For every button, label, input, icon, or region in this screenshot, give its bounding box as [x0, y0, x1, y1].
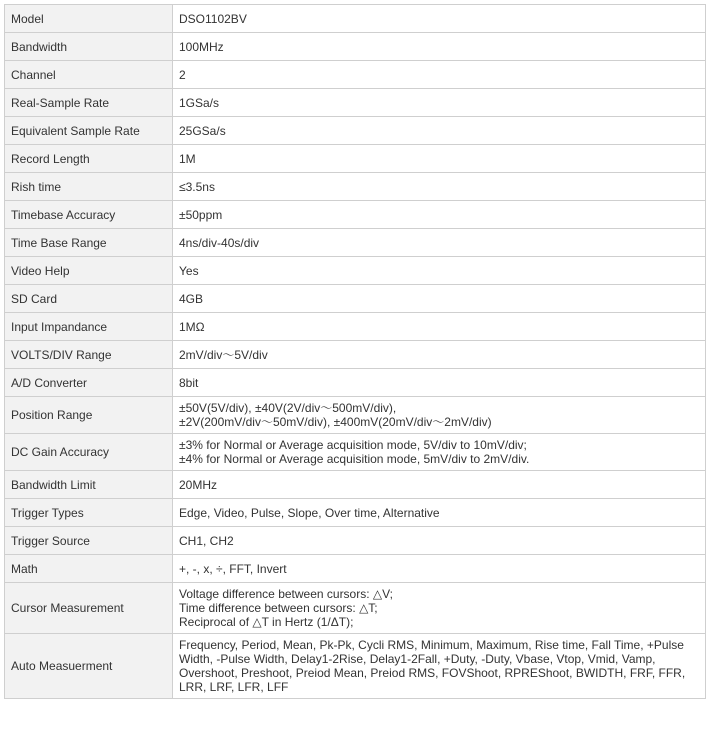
spec-label: VOLTS/DIV Range [5, 341, 173, 369]
spec-value-line: Overshoot, Preshoot, Preiod Mean, Preiod RMS, FOVShoot, RPREShoot, BWIDTH, FRF, FFR, [179, 666, 686, 680]
spec-row [5, 229, 706, 257]
spec-row [5, 61, 706, 89]
spec-value [173, 341, 706, 369]
spec-row [5, 5, 706, 33]
spec-value-line: ±50ppm [179, 207, 223, 222]
spec-value [173, 369, 706, 397]
spec-label: Rish time [5, 173, 173, 201]
spec-label: Record Length [5, 145, 173, 173]
spec-value-line: 1M [179, 151, 196, 166]
spec-table [4, 4, 706, 699]
spec-value [173, 634, 706, 699]
spec-value-line: 20MHz [179, 477, 218, 492]
spec-value [173, 471, 706, 499]
spec-value [173, 257, 706, 285]
spec-label: Video Help [5, 257, 173, 285]
spec-row [5, 201, 706, 229]
spec-row [5, 173, 706, 201]
spec-value [173, 527, 706, 555]
spec-value-line: 8bit [179, 375, 199, 390]
spec-value [173, 555, 706, 583]
spec-label: Cursor Measurement [5, 583, 173, 634]
spec-value [173, 583, 706, 634]
spec-label: DC Gain Accuracy [5, 434, 173, 471]
spec-label: A/D Converter [5, 369, 173, 397]
spec-value-line: DSO1102BV [179, 11, 247, 26]
spec-row [5, 555, 706, 583]
spec-value-line: CH1, CH2 [179, 533, 234, 548]
spec-label: Position Range [5, 397, 173, 434]
spec-row [5, 145, 706, 173]
spec-value-line: 100MHz [179, 39, 224, 54]
spec-label: Bandwidth [5, 33, 173, 61]
spec-value [173, 173, 706, 201]
spec-value [173, 397, 706, 434]
spec-row [5, 117, 706, 145]
spec-value [173, 89, 706, 117]
spec-value-line: 4ns/div-40s/div [179, 235, 260, 250]
spec-row [5, 583, 706, 634]
spec-row [5, 527, 706, 555]
spec-row [5, 257, 706, 285]
spec-value [173, 33, 706, 61]
spec-value [173, 285, 706, 313]
spec-value-line: Yes [179, 263, 199, 278]
spec-value [173, 313, 706, 341]
spec-value [173, 61, 706, 89]
spec-label: Timebase Accuracy [5, 201, 173, 229]
spec-value-line: Reciprocal of △T in Hertz (1/ΔT); [179, 615, 354, 629]
spec-value-line: 2 [179, 67, 186, 82]
spec-value [173, 499, 706, 527]
spec-value-line: Edge, Video, Pulse, Slope, Over time, Alternative [179, 505, 440, 520]
spec-row [5, 369, 706, 397]
spec-label: SD Card [5, 285, 173, 313]
spec-row [5, 313, 706, 341]
spec-label: Math [5, 555, 173, 583]
spec-value-line: +, -, x, ÷, FFT, Invert [179, 561, 287, 576]
spec-row [5, 397, 706, 434]
spec-label: Real-Sample Rate [5, 89, 173, 117]
spec-row [5, 89, 706, 117]
spec-label: Auto Measuerment [5, 634, 173, 699]
spec-label: Equivalent Sample Rate [5, 117, 173, 145]
spec-value [173, 201, 706, 229]
spec-value-line: Width, -Pulse Width, Delay1-2Rise, Delay1-2Fall, +Duty, -Duty, Vbase, Vtop, Vmid, Vamp, [179, 652, 656, 666]
spec-row [5, 471, 706, 499]
spec-label: Model [5, 5, 173, 33]
spec-value [173, 117, 706, 145]
spec-row [5, 285, 706, 313]
spec-row [5, 499, 706, 527]
spec-label: Trigger Types [5, 499, 173, 527]
spec-value-line: 4GB [179, 291, 204, 306]
spec-value [173, 5, 706, 33]
spec-value-line: ≤3.5ns [179, 179, 215, 194]
spec-value [173, 434, 706, 471]
spec-row [5, 341, 706, 369]
spec-label: Input Impandance [5, 313, 173, 341]
spec-value-line: Voltage difference between cursors: △V; [179, 587, 394, 601]
spec-row [5, 634, 706, 699]
spec-value-line: ±3% for Normal or Average acquisition mode, 5V/div to 10mV/div; [179, 438, 527, 452]
spec-value-line: 25GSa/s [179, 123, 226, 138]
spec-label: Trigger Source [5, 527, 173, 555]
spec-value-line: 1MΩ [179, 319, 205, 334]
spec-value-line: Frequency, Period, Mean, Pk-Pk, Cycli RMS, Minimum, Maximum, Rise time, Fall Time, +Pulse [179, 638, 684, 652]
spec-value [173, 229, 706, 257]
spec-value [173, 145, 706, 173]
spec-value-line: LRR, LRF, LFR, LFF [179, 680, 289, 694]
spec-value-line: ±50V(5V/div), ±40V(2V/div～500mV/div), [179, 401, 397, 415]
spec-label: Channel [5, 61, 173, 89]
spec-table-body [5, 5, 706, 699]
spec-value-line: Time difference between cursors: △T; [179, 601, 378, 615]
spec-value-line: ±4% for Normal or Average acquisition mode, 5mV/div to 2mV/div. [179, 452, 530, 466]
spec-label: Time Base Range [5, 229, 173, 257]
spec-row [5, 434, 706, 471]
spec-value-line: 1GSa/s [179, 95, 220, 110]
spec-row [5, 33, 706, 61]
spec-label: Bandwidth Limit [5, 471, 173, 499]
spec-value-line: 2mV/div～5V/div [179, 347, 268, 362]
spec-value-line: ±2V(200mV/div～50mV/div), ±400mV(20mV/div～2mV/div) [179, 415, 492, 429]
